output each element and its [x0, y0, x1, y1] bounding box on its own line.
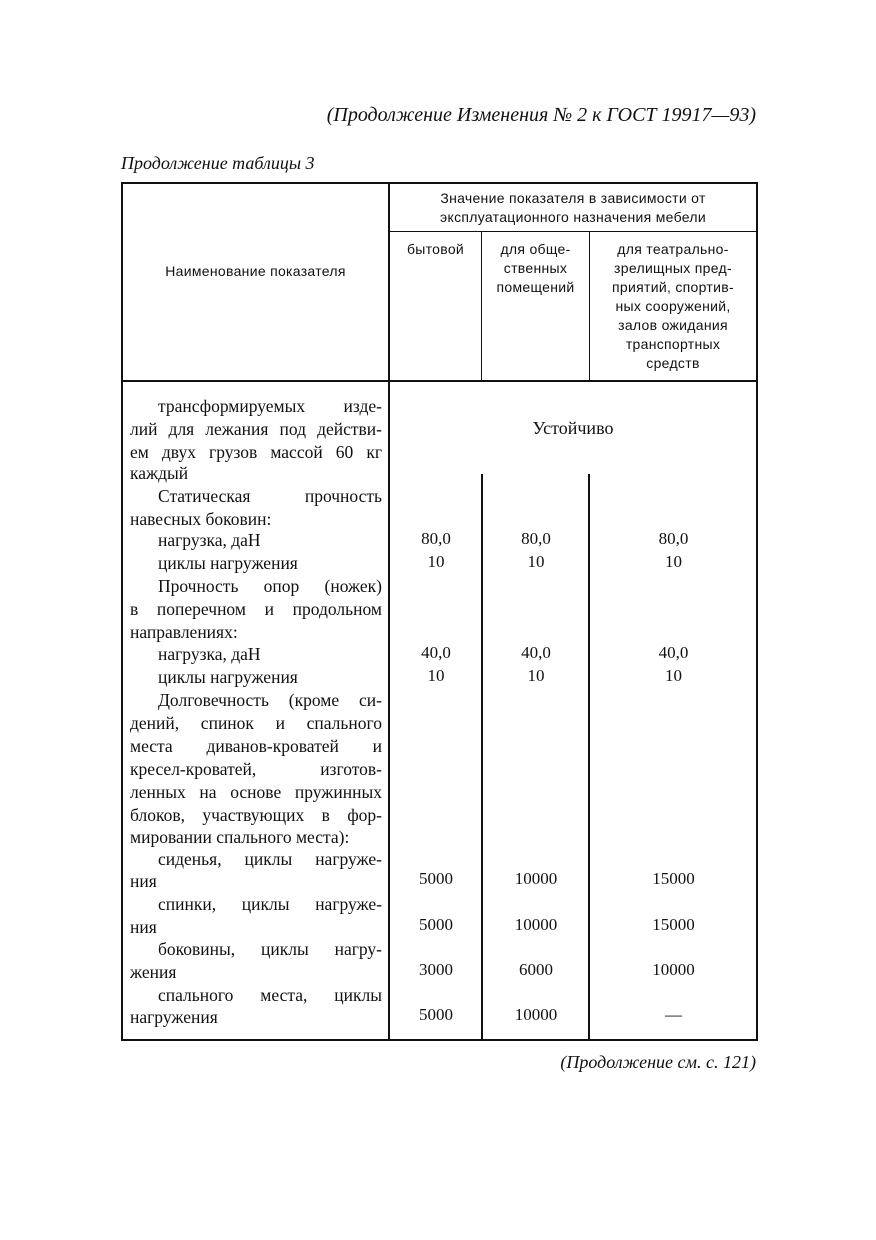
value-cell: 10	[665, 666, 682, 685]
indicator-line: Прочность опор (ножек)	[158, 576, 382, 596]
header-col-theatre-line: ных сооружений,	[615, 298, 731, 314]
indicator-line: ем двух грузов массой 60 кг	[130, 442, 382, 462]
indicator-line: нагружения	[130, 1007, 218, 1027]
header-col-theatre-line: транспортных	[625, 336, 721, 352]
header-col-public-line: помещений	[496, 279, 575, 295]
document-header: (Продолжение Изменения № 2 к ГОСТ 19917—93)	[326, 104, 756, 126]
value-cell: 5000	[419, 1005, 453, 1024]
table-border-top	[121, 182, 758, 184]
header-col-theatre-line: для театрально-	[617, 241, 729, 257]
indicator-line: ния	[130, 871, 157, 891]
indicator-line: лий для лежания под действи-	[130, 419, 382, 439]
table-border-right	[756, 182, 758, 1041]
header-col-public	[482, 240, 589, 297]
value-cell: 10000	[514, 869, 558, 888]
group-header-rule	[389, 231, 758, 232]
table-caption: Продолжение таблицы 3	[121, 153, 315, 173]
indicator-line: боковины, циклы нагру-	[158, 939, 382, 959]
header-group-line: Значение показателя в зависимости от	[440, 190, 706, 206]
header-col-theatre-line: зрелищных пред-	[614, 260, 732, 276]
value-cell: 15000	[652, 869, 695, 888]
value-cell: 10000	[652, 960, 695, 979]
value-cell: 40,0	[521, 643, 551, 662]
value-cell: 10000	[514, 1005, 558, 1024]
value-cell: 40,0	[658, 643, 689, 662]
indicator-line: сиденья, циклы нагруже-	[158, 849, 382, 869]
continuation-footer: (Продолжение см. с. 121)	[560, 1052, 756, 1072]
value-cell: 15000	[652, 915, 695, 934]
indicator-line: дений, спинок и спального	[130, 713, 382, 733]
indicator-line: кресел-кроватей, изготов-	[130, 759, 382, 779]
value-cell: 5000	[419, 869, 453, 888]
value-cell: 80,0	[658, 529, 689, 548]
value-cell: 10	[427, 552, 445, 571]
header-col-household-line: бытовой	[406, 241, 465, 257]
value-cell: —	[665, 1005, 682, 1024]
column-divider-main	[388, 182, 390, 1041]
table-border-bottom	[121, 1039, 758, 1041]
indicator-line: в поперечном и продольном	[130, 599, 382, 619]
indicator-line: спального места, циклы	[158, 985, 382, 1005]
table-border-left	[121, 182, 123, 1041]
header-group-line: эксплуатационного назначения мебели	[440, 209, 706, 225]
indicator-line: трансформируемых изде-	[158, 396, 382, 416]
value-cell: 80,0	[421, 529, 451, 548]
value-cell: 10	[527, 666, 545, 685]
indicator-line: мировании спального места):	[130, 827, 350, 847]
value-cell: 10	[527, 552, 545, 571]
indicator-line: циклы нагружения	[158, 553, 298, 573]
header-col-theatre-line: средств	[646, 355, 700, 371]
indicator-line: навесных боковин:	[130, 509, 272, 529]
indicator-line: жения	[130, 962, 177, 982]
header-col-theatre	[590, 240, 756, 373]
merged-value-stable: Устойчиво	[532, 418, 614, 438]
header-col-public-line: ственных	[503, 260, 568, 276]
header-col-theatre-line: приятий, спортив-	[612, 279, 734, 295]
indicator-line: Долговечность (кроме си-	[158, 690, 382, 710]
value-cell: 6000	[519, 960, 553, 979]
value-cell: 10000	[514, 915, 558, 934]
header-group	[390, 189, 756, 227]
header-bottom-rule	[121, 380, 758, 382]
value-cell: 10	[665, 552, 682, 571]
value-cell: 40,0	[421, 643, 451, 662]
indicator-line: ленных на основе пружинных	[130, 782, 382, 802]
value-cell: 80,0	[521, 529, 551, 548]
value-cell: 5000	[419, 915, 453, 934]
header-col-household	[390, 240, 481, 259]
header-col-theatre-line: залов ожидания	[618, 317, 728, 333]
header-name-column: Наименование показателя	[165, 263, 346, 279]
indicator-line: блоков, участвующих в фор-	[130, 805, 382, 825]
indicator-line: направлениях:	[130, 622, 238, 642]
indicator-line: спинки, циклы нагруже-	[158, 894, 382, 914]
indicator-line: места диванов-кроватей и	[130, 736, 382, 756]
value-cell: 10	[427, 666, 445, 685]
indicator-line: нагрузка, даН	[158, 644, 261, 664]
value-cell: 3000	[419, 960, 453, 979]
indicator-line: циклы нагружения	[158, 667, 298, 687]
indicator-line: Статическая прочность	[158, 486, 382, 506]
indicator-line: нагрузка, даН	[158, 530, 261, 550]
indicator-line: ния	[130, 917, 157, 937]
indicator-line: каждый	[130, 463, 189, 483]
header-col-public-line: для обще-	[500, 241, 571, 257]
